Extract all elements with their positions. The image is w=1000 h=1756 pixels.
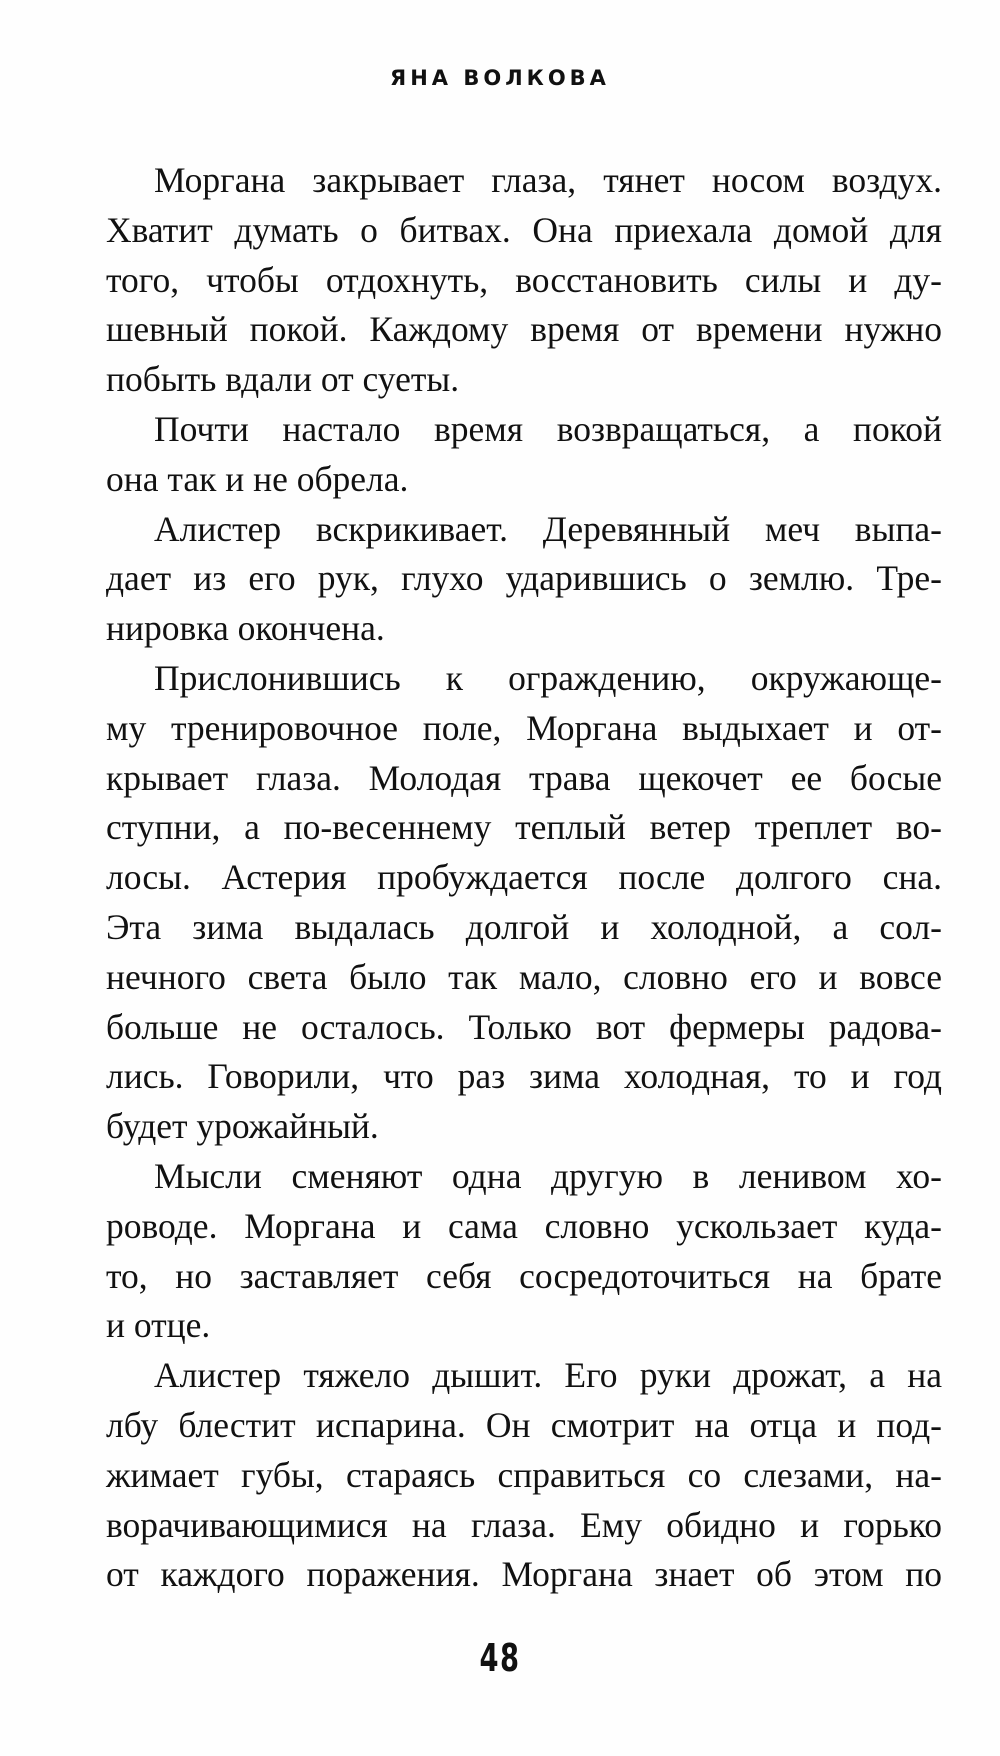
- text-line: лосы. Астерия пробуждается после долгого сна.: [106, 857, 942, 898]
- text-line: Эта зима выдалась долгой и холодной, а сол-: [106, 906, 942, 947]
- paragraph: [106, 1152, 942, 1351]
- paragraph: [106, 405, 942, 505]
- text-line: того, чтобы отдохнуть, восстановить силы и ду-: [106, 259, 942, 300]
- text-line: ступни, а по-весеннему теплый ветер треплет во-: [106, 807, 942, 848]
- text-line: лбу блестит испарина. Он смотрит на отца и под-: [106, 1404, 942, 1445]
- text-line: му тренировочное поле, Моргана выдыхает и от-: [106, 707, 942, 748]
- text-line: Мысли сменяют одна другую в ленивом хо-: [154, 1155, 942, 1196]
- text-line: Почти настало время возвращаться, а покой: [154, 408, 942, 449]
- text-line: Моргана закрывает глаза, тянет носом воздух.: [154, 160, 942, 200]
- text-line: больше не осталось. Только вот фермеры радова-: [106, 1006, 942, 1047]
- text-line: будет урожайный.: [106, 1106, 379, 1147]
- text-line: роводе. Моргана и сама словно ускользает куда-: [106, 1205, 942, 1246]
- running-head-author: ЯНА ВОЛКОВА: [390, 66, 610, 90]
- text-line: крывает глаза. Молодая трава щекочет ее босые: [106, 757, 942, 798]
- paragraph: [106, 156, 942, 405]
- text-line: и отце.: [106, 1305, 211, 1346]
- page-number: 48: [479, 1636, 521, 1680]
- text-line: ворачивающимися на глаза. Ему обидно и горько: [106, 1504, 942, 1545]
- text-line: Алистер тяжело дышит. Его руки дрожат, а на: [154, 1355, 942, 1396]
- paragraph: [106, 654, 942, 1152]
- text-line: она так и не обрела.: [106, 458, 409, 499]
- text-line: дает из его рук, глухо ударившись о землю. Тре-: [106, 558, 942, 599]
- text-line: Хватит думать о битвах. Она приехала домой для: [106, 209, 942, 250]
- text-line: шевный покой. Каждому время от времени нужно: [106, 309, 942, 350]
- text-line: от каждого поражения. Моргана знает об этом по: [106, 1554, 942, 1595]
- paragraph: [106, 505, 942, 654]
- body-text: [106, 156, 942, 1600]
- text-line: побыть вдали от суеты.: [106, 359, 460, 400]
- text-line: жимает губы, стараясь справиться со слезами, на-: [106, 1454, 942, 1495]
- text-line: то, но заставляет себя сосредоточиться на брате: [106, 1255, 942, 1296]
- text-line: Прислонившись к ограждению, окружающе-: [154, 657, 942, 698]
- paragraph: [106, 1351, 942, 1600]
- text-line: нировка окончена.: [106, 608, 385, 649]
- text-line: нечного света было так мало, словно его и вовсе: [106, 956, 942, 997]
- text-line: лись. Говорили, что раз зима холодная, то и год: [106, 1056, 942, 1097]
- text-line: Алистер вскрикивает. Деревянный меч выпа-: [154, 508, 942, 549]
